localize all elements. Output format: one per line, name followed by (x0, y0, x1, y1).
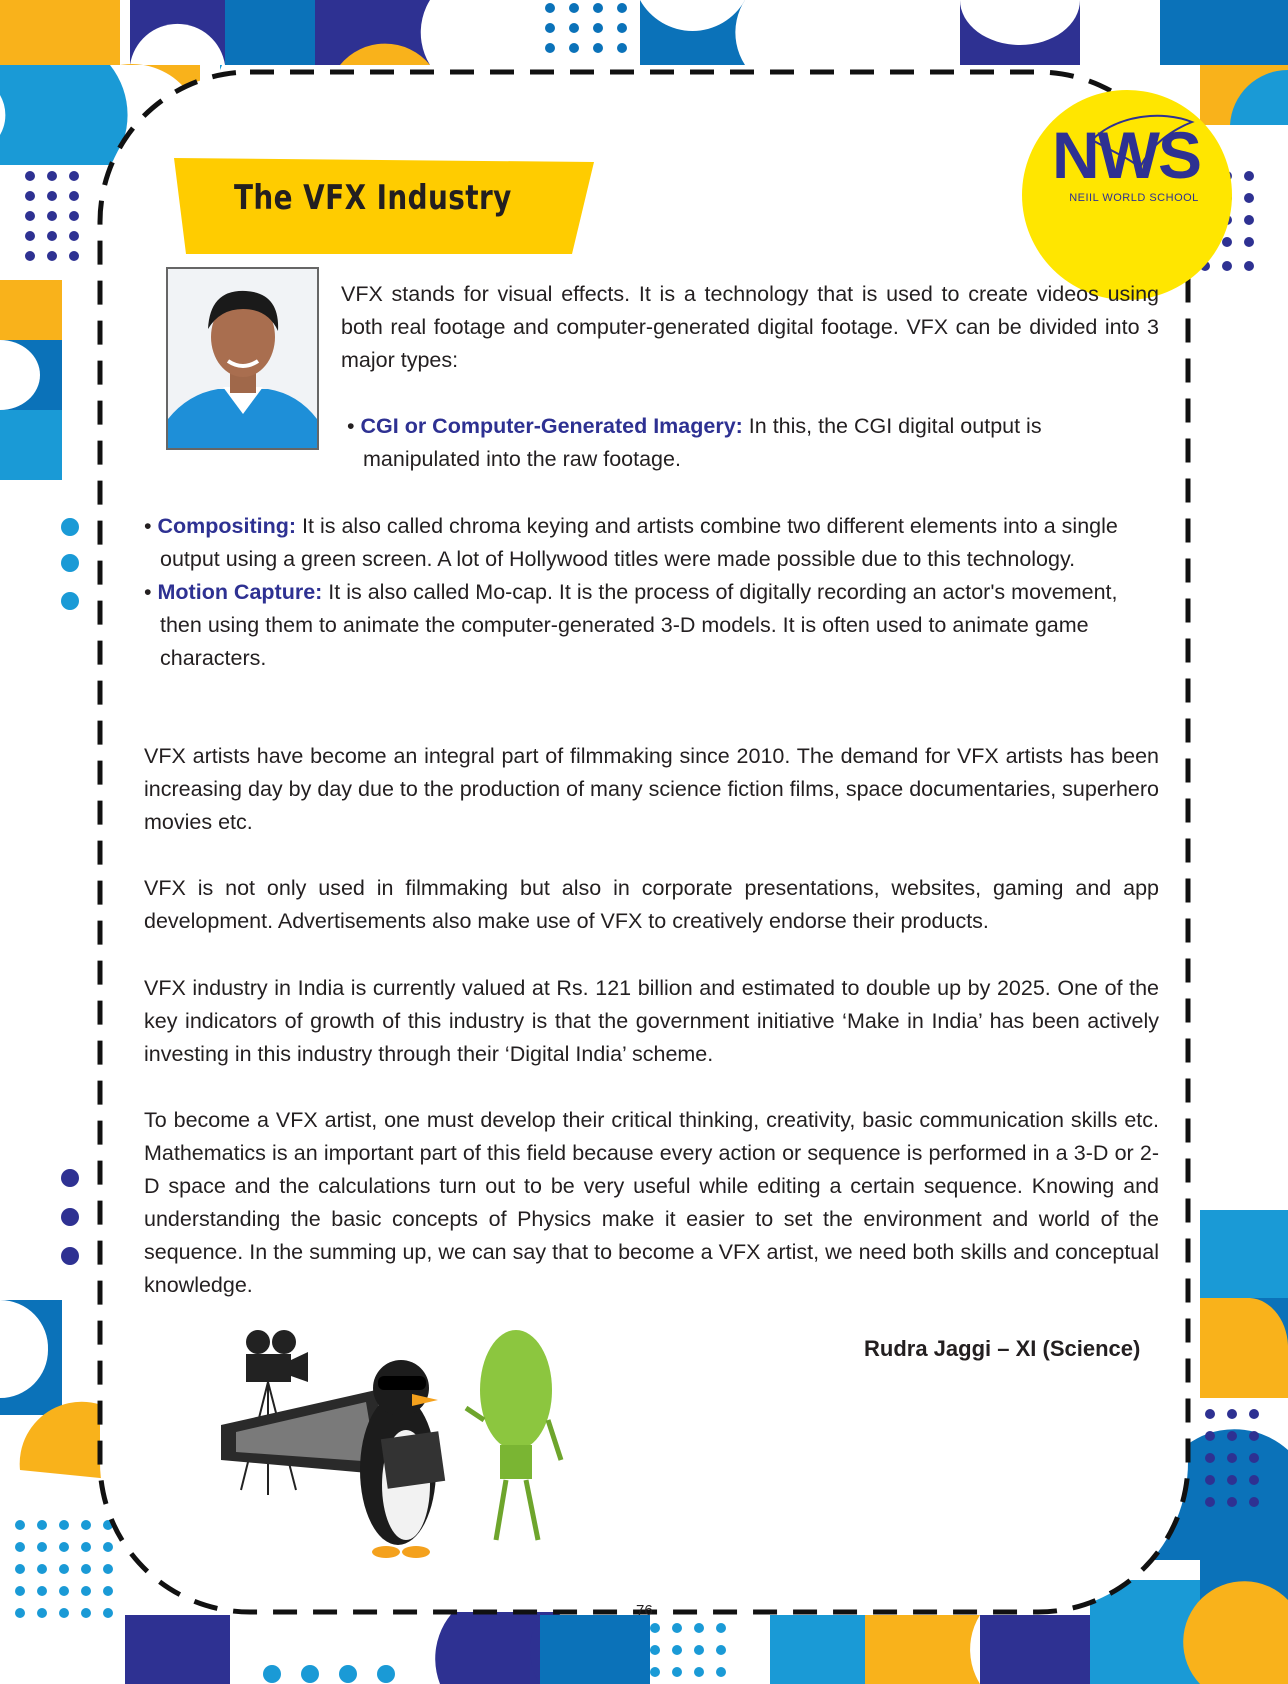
intro-paragraph: VFX stands for visual effects. It is a technology that is used to create videos using both real footage and computer-generated digital footage. VFX can be divided into 3 major types: (341, 282, 1159, 372)
paragraph-4: To become a VFX artist, one must develop their critical thinking, creativity, basic communication skills etc. Mathematics is an important part of this field because every action or sequence is performed in a 3-D or 2-D space and the calculations turn out to be very useful while editing a certain sequence. Knowing and understanding the basic concepts of Physics make it easier to set the environment and world of the sequence. In the summing up, we can say that to become a VFX artist, we need both skills and conceptual knowledge. (144, 1108, 1159, 1297)
bullet-compositing: • Compositing: It is also called chroma keying and artists combine two different elements into a single output using a green screen. A lot of Hollywood titles were made possible due to this technology. (144, 514, 1118, 571)
bullet-cgi: • CGI or Computer-Generated Imagery: In this, the CGI digital output is manipulated into the raw footage. (347, 414, 1042, 471)
paragraph-3: VFX industry in India is currently valued at Rs. 121 billion and estimated to double up by 2025. One of the key indicators of growth of this industry is that the government initiative ‘Make in India’ has been actively investing in this industry through their ‘Digital India’ scheme. (144, 976, 1159, 1066)
author-credit: Rudra Jaggi – XI (Science) (864, 1336, 1141, 1361)
logo-mark: NWS (1052, 118, 1200, 192)
page-number: 76 (636, 1602, 653, 1619)
bullet-label: CGI or Computer-Generated Imagery: (360, 414, 743, 438)
bullet-text: It is also called chroma keying and artists combine two different elements into a single output using a green screen. A lot of Hollywood titles were made possible due to this technology. (160, 514, 1118, 571)
bullet-text: It is also called Mo-cap. It is the process of digitally recording an actor's movement, then using them to animate the computer-generated 3-D models. It is often used to animate game characters. (160, 580, 1118, 670)
bullet-label: Compositing: (157, 514, 297, 538)
logo-subtitle: NEIIL WORLD SCHOOL (1069, 192, 1199, 204)
paragraph-2: VFX is not only used in filmmaking but also in corporate presentations, websites, gaming and app development. Advertisements also make use of VFX to creatively endorse their products. (144, 876, 1159, 933)
page-title: The VFX Industry (234, 178, 512, 218)
vfx-illustration (216, 1320, 588, 1576)
bullet-text: In this, the CGI digital output is manipulated into the raw footage. (363, 414, 1042, 471)
bullet-label: Motion Capture: (157, 580, 323, 604)
paragraph-1: VFX artists have become an integral part of filmmaking since 2010. The demand for VFX artists has been increasing day by day due to the production of many science fiction films, space documentaries, superhero movies etc. (144, 744, 1159, 834)
bullet-motion-capture: • Motion Capture: It is also called Mo-cap. It is the process of digitally recording an actor's movement, then using them to animate the computer-generated 3-D models. It is often used to animate game characters. (144, 580, 1118, 670)
bullet-list (144, 510, 1162, 675)
author-photo (166, 267, 319, 450)
